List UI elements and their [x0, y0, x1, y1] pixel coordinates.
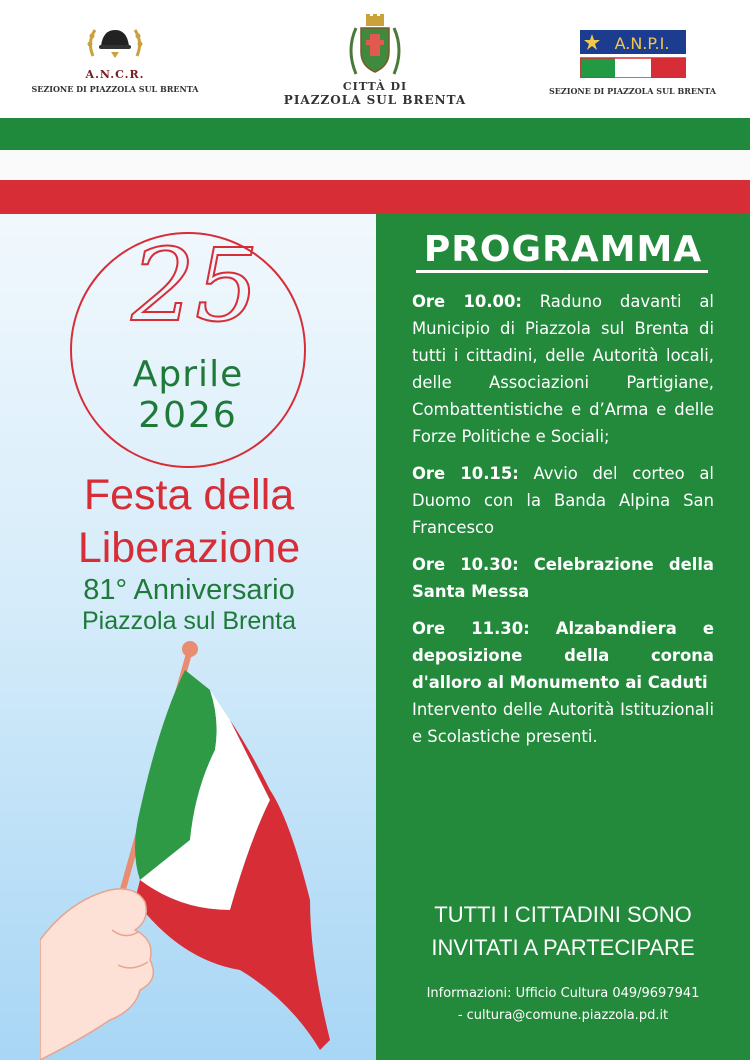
- event-day: 25: [131, 227, 259, 344]
- program-item-time: Ore 10.15:: [412, 464, 519, 483]
- contact-info: [376, 983, 750, 1027]
- program-body: [412, 288, 714, 750]
- program-item-text: Intervento delle Autorità Istituzionali e Scolastiche presenti.: [412, 700, 714, 746]
- anpi-subtitle: SEZIONE DI PIAZZOLA SUL BRENTA: [548, 86, 717, 96]
- ancr-logo: [30, 22, 200, 94]
- hand-holding-italian-flag-icon: [40, 640, 340, 1060]
- anpi-logo: [545, 30, 720, 96]
- city-coat-of-arms-icon: [344, 14, 406, 78]
- program-item-time: Ore 10.00:: [412, 292, 522, 311]
- program-item-time: Ore 10.30: Celebrazione della Santa Messa: [412, 555, 714, 601]
- header: [0, 0, 750, 118]
- event-title-line1: Festa della: [83, 471, 295, 519]
- invitation-text: [376, 898, 750, 964]
- city-name-line2: PIAZZOLA SUL BRENTA: [283, 93, 467, 107]
- program-item: [412, 288, 714, 450]
- tricolor-band-green: [0, 118, 750, 150]
- ancr-title: A.N.C.R.: [85, 68, 145, 81]
- program-item-text: Raduno davanti al Municipio di Piazzola sul Brenta di tutti i cittadini, delle Autorità locali, delle Associazioni Partigiane, Combattentistiche e d’Arma e delle Forze Politiche e Sociali;: [412, 292, 714, 446]
- tricolor-band-red: [0, 180, 750, 214]
- tricolor-band-white: [0, 150, 750, 180]
- program-title: PROGRAMMA: [423, 229, 703, 270]
- ancr-helmet-emblem-icon: [83, 22, 147, 62]
- event-title-line2: Liberazione: [77, 524, 301, 572]
- invitation-line1: TUTTI I CITTADINI SONO: [434, 902, 692, 927]
- contact-info-line1: Informazioni: Ufficio Cultura 049/9697941: [426, 986, 700, 1001]
- program-item-text: Avvio del corteo al Duomo con la Banda Alpina San Francesco: [412, 464, 714, 537]
- invitation-line2: INVITATI A PARTECIPARE: [431, 935, 695, 960]
- city-logo: [275, 14, 475, 107]
- program-item: [412, 551, 714, 605]
- ancr-subtitle: SEZIONE DI PIAZZOLA SUL BRENTA: [31, 84, 199, 94]
- anpi-badge-text: A.N.P.I.: [614, 34, 669, 53]
- event-anniversary: 81° Anniversario: [83, 574, 295, 606]
- program-item: [412, 615, 714, 750]
- event-month: Aprile: [132, 354, 244, 395]
- program-item-time: Ore 11.30: Alzabandiera e deposizione della corona d'alloro al Monumento ai Caduti: [412, 619, 714, 692]
- city-name-line1: CITTÀ DI: [342, 80, 408, 93]
- program-item: [412, 460, 714, 541]
- contact-info-line2: - cultura@comune.piazzola.pd.it: [457, 1008, 669, 1023]
- anpi-badge-icon: [580, 30, 686, 78]
- event-year: 2026: [138, 395, 238, 436]
- event-place: Piazzola sul Brenta: [81, 607, 296, 635]
- program-title-underline: [416, 270, 708, 273]
